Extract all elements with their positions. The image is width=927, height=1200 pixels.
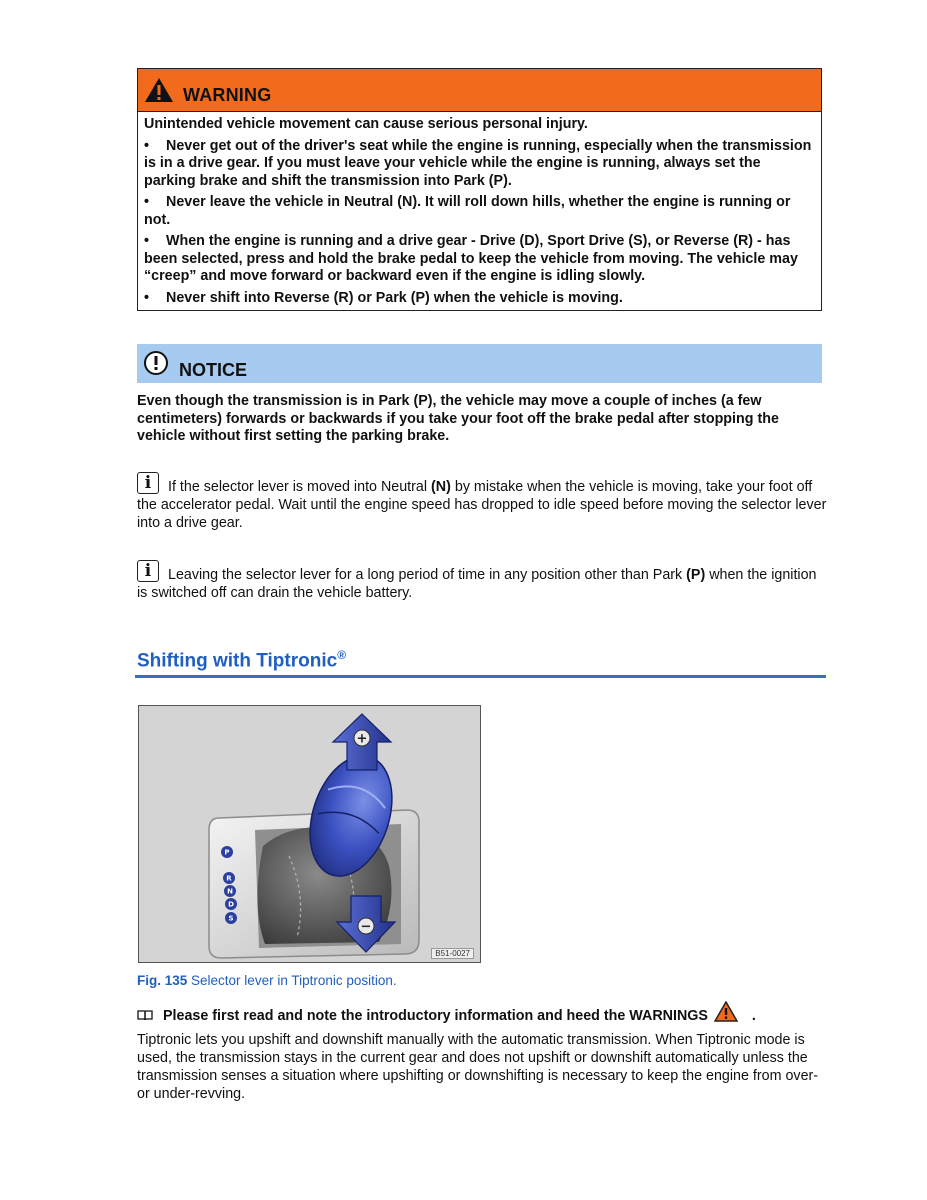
figure-caption: Fig. 135 Selector lever in Tiptronic position. [137,973,397,988]
svg-text:P: P [224,848,230,857]
exclamation-circle-icon [143,350,169,376]
figure-code: B51-0027 [431,948,474,959]
notice-header [137,344,822,383]
warning-title: WARNING [183,85,272,105]
svg-text:R: R [226,874,232,883]
warning-body [138,112,821,307]
warning-bullet: • Never leave the vehicle in Neutral (N). It will roll down hills, whether the engine is running or not. [144,194,791,228]
selector-lever-illustration [139,706,480,962]
svg-text:+: + [356,731,368,747]
warning-bullet: • When the engine is running and a drive gear - Drive (D), Sport Drive (S), or Reverse (R) - has been selected, press and hold the brake pedal to keep the vehicle from moving. The vehicle may “creep” and move forward or backward even if the engine is idling slowly. [144,233,798,284]
svg-text:D: D [228,900,234,909]
tiptronic-description: Tiptronic lets you upshift and downshift manually with the automatic transmission. When Tiptronic mode is used, the transmission stays in the current gear and does not upshift or downshift automatically unless the transmission senses a situation where upshifting or downshifting is necessary to keep the engine from over- or under-revving. [137,1032,819,1102]
section-heading: Shifting with Tiptronic® [137,648,347,672]
warning-intro: Unintended vehicle movement can cause serious personal injury. [144,116,588,132]
warning-bullet: • Never get out of the driver's seat while the engine is running, especially when the transmission is in a drive gear. If you must leave your vehicle while the engine is running, always set the parking brake and shift the transmission into Park (P). [144,137,812,189]
info-note-neutral: i If the selector lever is moved into Neutral (N) by mistake when the vehicle is moving, take your foot off the accelerator pedal. Wait until the engine speed has dropped to idle speed before moving the selector lever into a drive gear. [137,473,827,531]
selector-lever-figure [138,705,481,963]
info-icon: i [137,472,159,494]
notice-title: NOTICE [179,360,248,380]
warning-box [137,68,822,311]
warning-triangle-icon [144,77,174,103]
warning-header [138,69,821,112]
svg-text:S: S [228,914,234,923]
read-first-line: Please first read and note the introductory information and heed the WARNINGS . [137,1001,756,1024]
info-note-battery: i Leaving the selector lever for a long period of time in any position other than Park (P) when the ignition is switched off can drain the vehicle battery. [137,561,817,601]
warning-bullet: • Never shift into Reverse (R) or Park (P) when the vehicle is moving. [144,289,623,306]
section-divider [135,675,826,678]
warning-triangle-icon[interactable] [714,1001,738,1022]
upshift-arrow-icon [333,714,391,770]
svg-text:N: N [227,887,233,896]
notice-text: Even though the transmission is in Park (P), the vehicle may move a couple of inches (a few centimeters) forwards or backwards if you take your foot off the brake pedal after stopping the vehicle without first setting the parking brake. [137,393,779,444]
book-icon [137,1009,153,1021]
svg-text:−: − [360,919,372,935]
info-icon: i [137,560,159,582]
